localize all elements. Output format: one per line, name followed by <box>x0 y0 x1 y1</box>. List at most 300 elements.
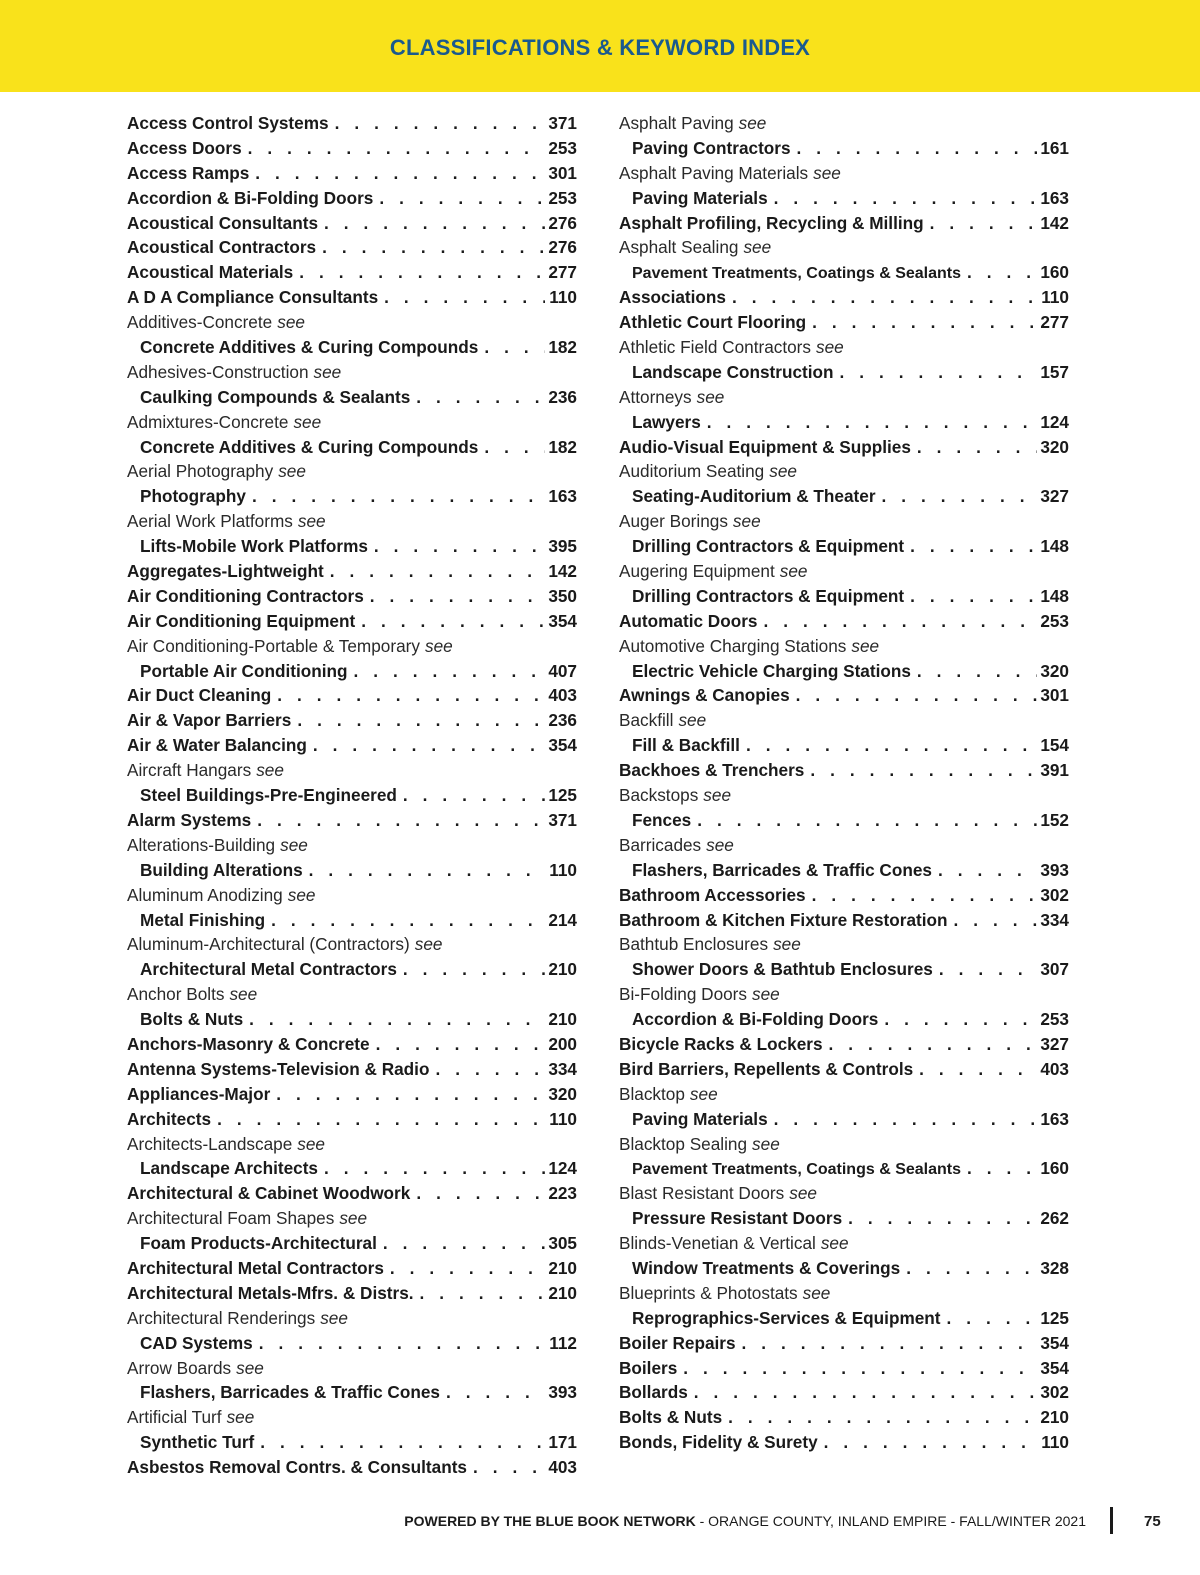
entry-term: Backhoes & Trenchers <box>619 760 805 781</box>
index-subentry <box>619 410 1069 435</box>
entry-page-number: 200 <box>548 1033 577 1054</box>
index-entry <box>127 808 577 833</box>
see-label: see <box>297 1133 325 1154</box>
dot-leader <box>329 111 545 136</box>
entry-page-number: 354 <box>1040 1357 1069 1378</box>
entry-page-number: 160 <box>1040 262 1069 283</box>
page-number: 75 <box>1144 1513 1161 1530</box>
dot-leader <box>348 659 545 684</box>
entry-page-number: 210 <box>1040 1407 1069 1428</box>
dot-leader <box>377 1231 545 1256</box>
reference-term: Asphalt Sealing <box>619 237 739 258</box>
dot-leader <box>303 858 545 883</box>
index-cross-reference <box>619 385 1069 410</box>
reference-term: Blast Resistant Doors <box>619 1183 785 1204</box>
entry-term: Landscape Construction <box>632 361 834 382</box>
dot-leader <box>804 758 1037 783</box>
entry-term: Building Alterations <box>140 859 303 880</box>
dot-leader <box>911 659 1037 684</box>
dot-leader <box>876 484 1037 509</box>
index-cross-reference <box>619 982 1069 1007</box>
entry-page-number: 327 <box>1040 1033 1069 1054</box>
index-subentry <box>127 1156 577 1181</box>
dot-leader <box>370 1032 545 1057</box>
dot-leader <box>688 1380 1037 1405</box>
index-cross-reference <box>619 1281 1069 1306</box>
entry-page-number: 110 <box>549 1108 577 1129</box>
entry-term: Automatic Doors <box>619 610 758 631</box>
dot-leader <box>941 1306 1037 1331</box>
reference-term: Bathtub Enclosures <box>619 934 769 955</box>
see-label: see <box>256 760 284 781</box>
entry-term: Acoustical Contractors <box>127 237 317 258</box>
index-cross-reference <box>127 509 577 534</box>
see-label: see <box>769 461 797 482</box>
dot-leader <box>933 957 1037 982</box>
index-cross-reference <box>127 1356 577 1381</box>
dot-leader <box>373 186 545 211</box>
footer-region: - ORANGE COUNTY, INLAND EMPIRE - FALL/WINTER 2021 <box>695 1513 1086 1529</box>
entry-page-number: 320 <box>1040 436 1069 457</box>
entry-term: Concrete Additives & Curing Compounds <box>140 337 479 358</box>
footer-text <box>404 1513 1086 1529</box>
index-cross-reference <box>619 509 1069 534</box>
entry-page-number: 276 <box>548 237 577 258</box>
see-label: see <box>277 312 305 333</box>
entry-term: Asbestos Removal Contrs. & Consultants <box>127 1457 467 1478</box>
entry-term: Air Conditioning Equipment <box>127 610 356 631</box>
entry-term: Architectural & Cabinet Woodwork <box>127 1183 411 1204</box>
entry-page-number: 328 <box>1040 1257 1069 1278</box>
index-subentry <box>619 260 1069 285</box>
dot-leader <box>726 285 1037 310</box>
see-label: see <box>816 337 844 358</box>
index-cross-reference <box>619 634 1069 659</box>
entry-term: Shower Doors & Bathtub Enclosures <box>632 959 933 980</box>
entry-page-number: 253 <box>1040 610 1069 631</box>
entry-page-number: 142 <box>1040 212 1069 233</box>
index-subentry <box>127 659 577 684</box>
dot-leader <box>429 1057 545 1082</box>
entry-term: CAD Systems <box>140 1332 253 1353</box>
entry-page-number: 157 <box>1040 361 1069 382</box>
entry-page-number: 262 <box>1040 1208 1069 1229</box>
index-cross-reference <box>619 1231 1069 1256</box>
index-entry <box>127 1455 577 1480</box>
reference-term: Architects-Landscape <box>127 1133 293 1154</box>
entry-page-number: 124 <box>548 1158 577 1179</box>
reference-term: Aluminum Anodizing <box>127 884 283 905</box>
index-subentry <box>127 1430 577 1455</box>
see-label: see <box>732 511 761 532</box>
entry-page-number: 354 <box>548 735 577 756</box>
dot-leader <box>842 1206 1037 1231</box>
see-label: see <box>414 934 443 955</box>
index-cross-reference <box>127 883 577 908</box>
entry-page-number: 148 <box>1040 536 1069 557</box>
entry-page-number: 403 <box>548 685 577 706</box>
entry-page-number: 152 <box>1040 809 1069 830</box>
dot-leader <box>318 1156 545 1181</box>
entry-term: Paving Materials <box>632 1108 768 1129</box>
dot-leader <box>878 1007 1037 1032</box>
see-label: see <box>678 710 707 731</box>
index-subentry <box>127 858 577 883</box>
index-entry <box>619 908 1069 933</box>
index-entry <box>127 609 577 634</box>
index-subentry <box>619 1007 1069 1032</box>
entry-term: Architectural Metals-Mfrs. & Distrs. <box>127 1282 414 1303</box>
reference-term: Blacktop <box>619 1083 685 1104</box>
index-cross-reference <box>619 161 1069 186</box>
entry-page-number: 334 <box>548 1058 577 1079</box>
index-entry <box>127 733 577 758</box>
entry-term: Air & Vapor Barriers <box>127 710 292 731</box>
entry-term: Fill & Backfill <box>632 735 740 756</box>
entry-term: Bollards <box>619 1382 688 1403</box>
index-subentry <box>619 484 1069 509</box>
index-subentry <box>127 908 577 933</box>
index-entry <box>127 1256 577 1281</box>
see-label: see <box>293 411 322 432</box>
reference-term: Arrow Boards <box>127 1357 232 1378</box>
entry-term: Drilling Contractors & Equipment <box>632 536 905 557</box>
entry-term: Lawyers <box>632 411 701 432</box>
entry-term: Bonds, Fidelity & Surety <box>619 1432 818 1453</box>
entry-term: Steel Buildings-Pre-Engineered <box>140 785 397 806</box>
entry-page-number: 171 <box>548 1432 577 1453</box>
entry-page-number: 302 <box>1040 1382 1069 1403</box>
index-entry <box>127 186 577 211</box>
entry-page-number: 161 <box>1040 137 1069 158</box>
entry-term: Associations <box>619 287 726 308</box>
dot-leader <box>291 708 545 733</box>
entry-page-number: 163 <box>548 486 577 507</box>
see-label: see <box>752 1133 780 1154</box>
reference-term: Automotive Charging Stations <box>619 635 847 656</box>
entry-term: Architectural Metal Contractors <box>140 959 397 980</box>
dot-leader <box>410 385 545 410</box>
entry-page-number: 277 <box>548 262 577 283</box>
reference-term: Augering Equipment <box>619 561 775 582</box>
page-title: CLASSIFICATIONS & KEYWORD INDEX <box>389 35 811 60</box>
reference-term: Asphalt Paving Materials <box>619 162 809 183</box>
dot-leader <box>932 858 1037 883</box>
reference-term: Attorneys <box>619 386 692 407</box>
index-entry <box>127 1107 577 1132</box>
entry-term: Foam Products-Architectural <box>140 1233 377 1254</box>
entry-term: Air & Water Balancing <box>127 735 307 756</box>
entry-term: Access Ramps <box>127 162 250 183</box>
dot-leader <box>757 609 1037 634</box>
entry-term: Accordion & Bi-Folding Doors <box>632 1009 879 1030</box>
entry-page-number: 327 <box>1040 486 1069 507</box>
entry-term: Boiler Repairs <box>619 1332 736 1353</box>
entry-term: Pressure Resistant Doors <box>632 1208 843 1229</box>
index-entry <box>619 683 1069 708</box>
dot-leader <box>364 584 545 609</box>
index-cross-reference <box>127 360 577 385</box>
index-cross-reference <box>127 1206 577 1231</box>
dot-leader <box>251 808 545 833</box>
page-footer <box>0 1513 1200 1533</box>
entry-term: Reprographics-Services & Equipment <box>632 1307 941 1328</box>
dot-leader <box>948 908 1037 933</box>
entry-term: A D A Compliance Consultants <box>127 287 379 308</box>
entry-term: Aggregates-Lightweight <box>127 561 324 582</box>
index-subentry <box>127 335 577 360</box>
dot-leader <box>806 883 1037 908</box>
index-cross-reference <box>619 335 1069 360</box>
dot-leader <box>961 1156 1037 1181</box>
index-cross-reference <box>619 235 1069 260</box>
reference-term: Alterations-Building <box>127 834 276 855</box>
index-entry <box>127 285 577 310</box>
reference-term: Barricades <box>619 834 702 855</box>
index-entry <box>127 136 577 161</box>
entry-term: Metal Finishing <box>140 909 266 930</box>
entry-page-number: 371 <box>548 113 577 133</box>
entry-term: Audio-Visual Equipment & Supplies <box>619 436 911 457</box>
index-entry <box>127 1032 577 1057</box>
dot-leader <box>911 435 1037 460</box>
entry-term: Acoustical Consultants <box>127 212 319 233</box>
entry-page-number: 182 <box>548 337 577 358</box>
index-entry <box>127 683 577 708</box>
entry-term: Concrete Additives & Curing Compounds <box>140 436 479 457</box>
entry-term: Fences <box>632 809 692 830</box>
entry-page-number: 223 <box>548 1183 577 1204</box>
entry-page-number: 210 <box>548 959 577 980</box>
dot-leader <box>211 1107 545 1132</box>
entry-term: Pavement Treatments, Coatings & Sealants <box>632 1161 961 1179</box>
reference-term: Aerial Work Platforms <box>127 511 293 532</box>
see-label: see <box>851 635 880 656</box>
entry-term: Architectural Metal Contractors <box>127 1257 384 1278</box>
index-entry <box>127 1057 577 1082</box>
index-entry <box>127 235 577 260</box>
index-cross-reference <box>127 634 577 659</box>
dot-leader <box>355 609 545 634</box>
see-label: see <box>813 162 841 183</box>
entry-term: Acoustical Materials <box>127 262 294 283</box>
index-subentry <box>619 1206 1069 1231</box>
dot-leader <box>900 1256 1037 1281</box>
entry-page-number: 403 <box>1040 1058 1069 1079</box>
entry-page-number: 302 <box>1040 884 1069 905</box>
reference-term: Additives-Concrete <box>127 312 273 333</box>
index-entry <box>619 1380 1069 1405</box>
entry-term: Bathroom Accessories <box>619 884 806 905</box>
reference-term: Aerial Photography <box>127 461 274 482</box>
index-entry <box>619 1331 1069 1356</box>
dot-leader <box>368 534 545 559</box>
see-label: see <box>738 113 767 133</box>
reference-term: Bi-Folding Doors <box>619 984 747 1005</box>
dot-leader <box>254 1430 545 1455</box>
entry-term: Flashers, Barricades & Traffic Cones <box>632 859 932 880</box>
index-entry <box>127 584 577 609</box>
index-cross-reference <box>619 459 1069 484</box>
dot-leader <box>913 1057 1037 1082</box>
index-entry <box>127 1082 577 1107</box>
entry-page-number: 110 <box>1041 287 1069 308</box>
see-label: see <box>287 884 316 905</box>
see-label: see <box>236 1357 264 1378</box>
index-subentry <box>619 957 1069 982</box>
index-cross-reference <box>127 833 577 858</box>
see-label: see <box>752 984 780 1005</box>
dot-leader <box>242 136 545 161</box>
index-subentry <box>619 584 1069 609</box>
dot-leader <box>271 683 545 708</box>
entry-term: Access Doors <box>127 137 242 158</box>
dot-leader <box>768 1107 1037 1132</box>
index-subentry <box>127 1231 577 1256</box>
index-subentry <box>127 783 577 808</box>
entry-page-number: 236 <box>548 386 577 407</box>
entry-page-number: 210 <box>548 1009 577 1030</box>
see-label: see <box>802 1282 831 1303</box>
entry-term: Antenna Systems-Television & Radio <box>127 1058 430 1079</box>
dot-leader <box>249 161 545 186</box>
index-column-right <box>619 111 1069 1455</box>
index-entry <box>619 1032 1069 1057</box>
index-cross-reference <box>127 459 577 484</box>
reference-term: Blacktop Sealing <box>619 1133 748 1154</box>
see-label: see <box>297 511 326 532</box>
index-subentry <box>619 659 1069 684</box>
entry-page-number: 277 <box>1040 312 1069 333</box>
entry-page-number: 110 <box>549 859 577 880</box>
entry-term: Air Conditioning Contractors <box>127 585 364 606</box>
dot-leader <box>316 235 545 260</box>
reference-term: Auditorium Seating <box>619 461 765 482</box>
entry-page-number: 354 <box>1040 1332 1069 1353</box>
dot-leader <box>243 1007 545 1032</box>
entry-page-number: 210 <box>548 1257 577 1278</box>
index-cross-reference <box>619 932 1069 957</box>
dot-leader <box>904 584 1037 609</box>
entry-page-number: 125 <box>548 785 577 806</box>
reference-term: Asphalt Paving <box>619 113 734 133</box>
dot-leader <box>691 808 1037 833</box>
see-label: see <box>703 785 732 806</box>
index-cross-reference <box>127 758 577 783</box>
index-subentry <box>127 435 577 460</box>
entry-term: Air Duct Cleaning <box>127 685 272 706</box>
footer-network: POWERED BY THE BLUE BOOK NETWORK <box>404 1513 696 1529</box>
entry-page-number: 301 <box>548 162 577 183</box>
index-entry <box>619 609 1069 634</box>
see-label: see <box>696 386 725 407</box>
index-cross-reference <box>619 708 1069 733</box>
entry-term: Paving Materials <box>632 187 768 208</box>
reference-term: Adhesives-Construction <box>127 361 309 382</box>
reference-term: Admixtures-Concrete <box>127 411 289 432</box>
dot-leader <box>253 1331 545 1356</box>
entry-term: Access Control Systems <box>127 113 329 133</box>
dot-leader <box>324 559 545 584</box>
entry-term: Photography <box>140 486 246 507</box>
entry-page-number: 320 <box>548 1083 577 1104</box>
index-subentry <box>127 1380 577 1405</box>
entry-page-number: 160 <box>1040 1158 1069 1179</box>
entry-term: Awnings & Canopies <box>619 685 790 706</box>
index-subentry <box>619 808 1069 833</box>
index-cross-reference <box>619 1181 1069 1206</box>
entry-page-number: 301 <box>1040 685 1069 706</box>
entry-page-number: 214 <box>548 909 577 930</box>
see-label: see <box>229 984 258 1005</box>
reference-term: Auger Borings <box>619 511 728 532</box>
index-cross-reference <box>619 559 1069 584</box>
index-entry <box>127 1281 577 1306</box>
index-subentry <box>127 1331 577 1356</box>
entry-page-number: 142 <box>548 561 577 582</box>
entry-page-number: 320 <box>1040 660 1069 681</box>
index-subentry <box>127 1007 577 1032</box>
footer-divider <box>1110 1507 1113 1534</box>
dot-leader <box>478 335 545 360</box>
dot-leader <box>378 285 545 310</box>
entry-term: Anchors-Masonry & Concrete <box>127 1033 370 1054</box>
dot-leader <box>736 1331 1037 1356</box>
index-entry <box>127 260 577 285</box>
index-entry <box>619 285 1069 310</box>
index-cross-reference <box>127 1306 577 1331</box>
entry-page-number: 407 <box>548 660 577 681</box>
entry-term: Bolts & Nuts <box>619 1407 723 1428</box>
reference-term: Athletic Field Contractors <box>619 337 811 358</box>
reference-term: Architectural Foam Shapes <box>127 1208 335 1229</box>
index-entry <box>127 111 577 136</box>
entry-page-number: 148 <box>1040 585 1069 606</box>
entry-page-number: 253 <box>548 187 577 208</box>
reference-term: Aircraft Hangars <box>127 760 252 781</box>
index-entry <box>619 310 1069 335</box>
see-label: see <box>226 1407 255 1428</box>
entry-page-number: 334 <box>1040 909 1069 930</box>
index-subentry <box>619 360 1069 385</box>
entry-term: Pavement Treatments, Coatings & Sealants <box>632 265 961 283</box>
index-entry <box>127 161 577 186</box>
entry-term: Athletic Court Flooring <box>619 312 807 333</box>
dot-leader <box>961 260 1037 285</box>
see-label: see <box>779 561 808 582</box>
reference-term: Backstops <box>619 785 699 806</box>
dot-leader <box>904 534 1037 559</box>
index-cross-reference <box>619 1082 1069 1107</box>
index-entry <box>619 435 1069 460</box>
entry-term: Accordion & Bi-Folding Doors <box>127 187 374 208</box>
entry-page-number: 305 <box>548 1233 577 1254</box>
reference-term: Blinds-Venetian & Vertical <box>619 1233 816 1254</box>
index-column-left <box>127 111 577 1480</box>
reference-term: Air Conditioning-Portable & Temporary <box>127 635 420 656</box>
dot-leader <box>467 1455 545 1480</box>
dot-leader <box>307 733 545 758</box>
entry-page-number: 395 <box>548 536 577 557</box>
entry-term: Flashers, Barricades & Traffic Cones <box>140 1382 440 1403</box>
see-label: see <box>320 1307 348 1328</box>
entry-page-number: 182 <box>548 436 577 457</box>
index-subentry <box>127 385 577 410</box>
index-entry <box>127 1181 577 1206</box>
entry-page-number: 110 <box>1041 1432 1069 1453</box>
index-cross-reference <box>619 1132 1069 1157</box>
index-entry <box>619 211 1069 236</box>
